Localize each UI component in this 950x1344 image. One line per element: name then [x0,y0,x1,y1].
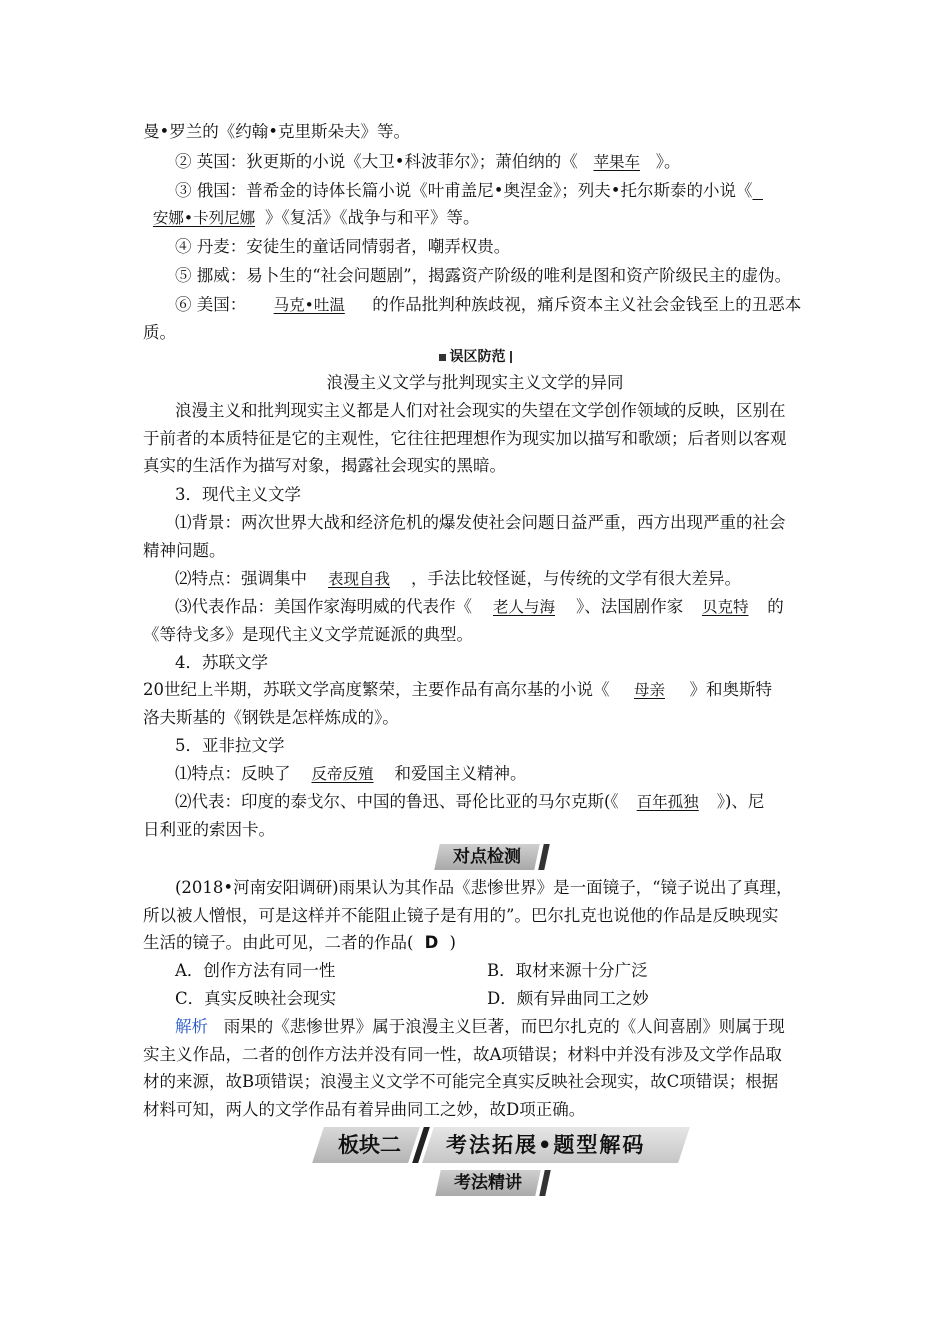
banner-right-text: 考法拓展•题型解码 [446,1133,646,1157]
option-d: D．颇有异曲同工之妙 [487,989,649,1008]
analysis-line: 材的来源，故B项错误；浪漫主义文学不可能完全真实反映社会现实，故C项错误；根据 [143,1072,779,1091]
analysis-line: 解析 雨果的《悲惨世界》属于浪漫主义巨著，而巴尔扎克的《人间喜剧》则属于现 [175,1017,785,1036]
banner-left-text: 板块二 [338,1133,401,1157]
question-line: 生活的镜子。由此可见，二者的作品( D ) [143,933,456,952]
section-heading: 5．亚非拉文学 [175,736,285,755]
option-a: A．创作方法有同一性 [175,961,336,980]
answer-blank: 表现自我 [327,570,390,588]
text-line: ⑴背景：两次世界大战和经济危机的爆发使社会问题日益严重，西方出现严重的社会 [175,513,786,532]
text-line: 洛夫斯基的《钢铁是怎样炼成的》。 [143,708,399,727]
answer-letter: D [424,933,439,952]
text-line: ③ 俄国：普希金的诗体长篇小说《叶甫盖尼•奥涅金》；列夫•托尔斯泰的小说《 [175,181,753,200]
analysis-label: 解析 [175,1017,208,1036]
text-line: 真实的生活作为描写对象，揭露社会现实的黑暗。 [143,456,506,475]
question-line: 所以被人憎恨，可是这样并不能阻止镜子是有用的”。巴尔扎克也说他的作品是反映现实 [143,906,779,925]
option-b: B．取材来源十分广泛 [487,961,648,980]
text-line: 曼•罗兰的《约翰•克里斯朵夫》等。 [143,122,410,141]
text-line: ⑵特点：强调集中 表现自我 ，手法比较怪诞，与传统的文学有很大差异。 [175,569,741,588]
text-line: ⑤ 挪威：易卜生的“社会问题剧”，揭露资产阶级的唯利是图和资产阶级民主的虚伪。 [175,266,792,285]
section-banner [318,1127,688,1163]
mistake-title: 浪漫主义文学与批判现实主义文学的异同 [326,373,624,392]
text-line: 《等待戈多》是现代主义文学荒诞派的典型。 [143,625,473,644]
text-line: ④ 丹麦：安徒生的童话同情弱者，嘲弄权贵。 [175,237,511,256]
text-line: ⑵代表：印度的泰戈尔、中国的鲁迅、哥伦比亚的马尔克斯(《 百年孤独 》)、尼 [175,792,765,811]
analysis-line: 实主义作品，二者的创作方法并没有同一性，故A项错误；材料中并没有涉及文学作品取 [143,1045,782,1064]
text-line: 安娜•卡列尼娜 》《复活》《战争与和平》等。 [143,207,480,229]
analysis-line: 材料可知，两人的文学作品有着异曲同工之妙，故D项正确。 [143,1100,586,1119]
answer-blank: 马克•吐温 [273,296,345,314]
method-tag: 考法精讲 [435,1170,541,1196]
text-line: ⑶代表作品：美国作家海明威的代表作《 老人与海 》、法国剧作家 贝克特 的 [175,597,784,616]
text-line: ② 英国：狄更斯的小说《大卫•科波菲尔》；萧伯纳的《 苹果车 》。 [175,152,681,171]
section-heading: 3．现代主义文学 [175,485,301,504]
question-line: (2018•河南安阳调研)雨果认为其作品《悲惨世界》是一面镜子，“镜子说出了真理， [175,878,793,897]
answer-blank: 反帝反殖 [311,765,374,783]
answer-blank: 苹果车 [593,153,640,171]
answer-blank: 老人与海 [492,598,555,616]
text-line: 日利亚的索因卡。 [143,820,275,839]
text-line: 20世纪上半期，苏联文学高度繁荣，主要作品有高尔基的小说《 母亲 》和奥斯特 [143,680,772,699]
check-tag: 对点检测 [434,844,540,870]
text-line: 于前者的本质特征是它的主观性，它往往把理想作为现实加以描写和歌颂；后者则以客观 [143,429,787,448]
text-line: 精神问题。 [143,541,226,560]
text-line: ⑴特点：反映了 反帝反殖 和爱国主义精神。 [175,764,527,783]
answer-blank: 贝克特 [701,598,749,616]
answer-blank: 安娜•卡列尼娜 [152,209,256,227]
text-line: 质。 [143,323,176,342]
answer-blank: 母亲 [633,681,665,699]
text-line: 浪漫主义和批判现实主义都是人们对社会现实的失望在文学创作领域的反映，区别在 [175,401,786,420]
section-heading: 4．苏联文学 [175,653,268,672]
option-c: C．真实反映社会现实 [175,989,337,1008]
text-line: ⑥ 美国： 马克•吐温 的作品批判种族歧视，痛斥资本主义社会金钱至上的丑恶本 [175,295,802,314]
answer-blank: 百年孤独 [636,793,699,811]
mistake-label: 误区防范 [0,345,950,368]
